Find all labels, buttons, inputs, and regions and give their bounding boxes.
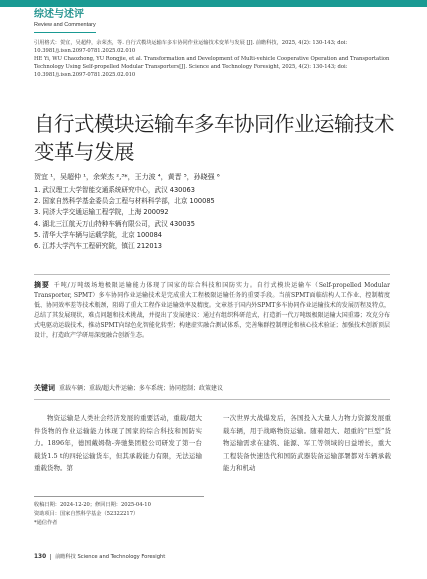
page-footer [34,553,165,560]
journal-name: 前瞻科技 Science and Technology Foresight [55,554,166,560]
author-list: 贺宜 ¹，吴超仲 ¹，余荣杰 ²,³*，王力波 ⁴，黄晋 ⁵，孙晓强 ⁶ [34,173,220,181]
affiliation-item: 3. 同济大学交通运输工程学院，上海 200092 [34,208,169,217]
footnote-funding: 资助项目：国家自然科学基金（52322217） [34,511,139,518]
keywords-label: 关键词 [34,384,55,392]
affiliation-item: 1. 武汉理工大学智能交通系统研究中心，武汉 430063 [34,186,195,194]
page-title: 自行式模块运输车多车协同作业运输技术变革与发展 [34,112,394,164]
citation-block [34,39,390,79]
section-underline [34,32,96,33]
header-accent-bar [0,0,427,7]
abstract-label: 摘要 [34,281,50,289]
footnote-divider [34,496,204,497]
keywords-text: 重载车辆；重载/超大件运输；多车系统；协同控制；政策建议 [59,385,224,392]
footnotes-block [34,501,234,529]
body-column-left: 物资运输是人类社会经济发展的重要活动，重载/超大件货物的作业运输能力体现了国家的综合科技和国防实力。1896年，德国戴姆勒-奔驰集团般公司研发了第一台载货1.5 t的四轮运输货车，但其承载能力有限，无法运输重载货物。第 [34,414,202,473]
affiliation-item: 2. 国家自然科学基金委员会工程与材料科学部，北京 100085 [34,197,215,206]
affiliation-item: 6. 江苏大学汽车工程研究院，镇江 212013 [34,242,162,251]
abstract-text: 千吨/万吨级场地极限运输能力体现了国家的综合科技和国防实力。自行式模块运输车（Self-propelled Modular Transporter, SPMT）多车协同作业运输技术是完成重大工程极限运输任务的重要手段。当前SPMT面临结构人工作业、控制精度低、协同效率差等技术瓶颈，阻碍了重大工程作业运输效率及精度。文章基于国内外SPMT多车协同作业运输技术的发展历程及特点，总结了其发展现状，难点问题和技术挑战，并提出了发展建议：通过有组织科研范式，打造新一代万吨级极限运输大国重器；攻克分布式电驱动运载技术，推动SPMT向绿色化智能化转型；构建虚实融合测试体系，完善集群控制理论和核心技术验证；加强技术创新顶层设计，打造政产学研用深度融合创新生态。 [34,282,391,340]
footnote-corresponding: *通信作者 [34,520,58,527]
citation-cn: 引用格式：贺宜，吴超仲，余荣杰，等. 自行式模块运输车多车协同作业运输技术变革与发展 [J]. 前瞻科技，2025, 4(2): 130-143; doi: 10.3981/j.issn.2097-0781.2025.02.010 [34,40,348,55]
body-column-right: 一次世界大战爆发后，各国投入大量人力物力资源发展重载车辆，用于战略物资运输。随着超大、超重的“巨型”货物运输需求在建筑、能源、军工等领域的日益增长，重大工程装备快速迭代和国防武器装备运输部署都对车辆承载能力和机动 [223,414,391,473]
footer-separator [50,554,51,560]
abstract-block [34,280,390,342]
footnote-dates: 收稿日期：2024-12-20；修回日期：2025-04-10 [34,502,151,508]
citation-en: HE Yi, WU Chaozhong, YU Rongjie, et al. Transformation and Development of Multi-vehicle Cooperative Operation and Transportation Technology Using Self-propelled Modular Transporters[J]. Science and Technology Foresight, 2025, 4(2): 130-143; doi: 10.3981/j.issn.2097-0781.2025.02.010 [34,56,390,79]
keywords-block [34,383,390,394]
section-title-en: Review and Commentary [34,22,96,28]
affiliation-item: 5. 清华大学车辆与运载学院，北京 100084 [34,230,162,239]
body-divider [34,399,390,400]
affiliation-list [34,185,215,252]
section-header [34,8,104,29]
affiliation-item: 4. 湖北三江航天万山特种车辆有限公司，武汉 430035 [34,219,195,228]
page-number: 130 [34,554,47,560]
section-title-cn: 综述与述评 [34,9,84,20]
abstract-divider [34,274,390,275]
